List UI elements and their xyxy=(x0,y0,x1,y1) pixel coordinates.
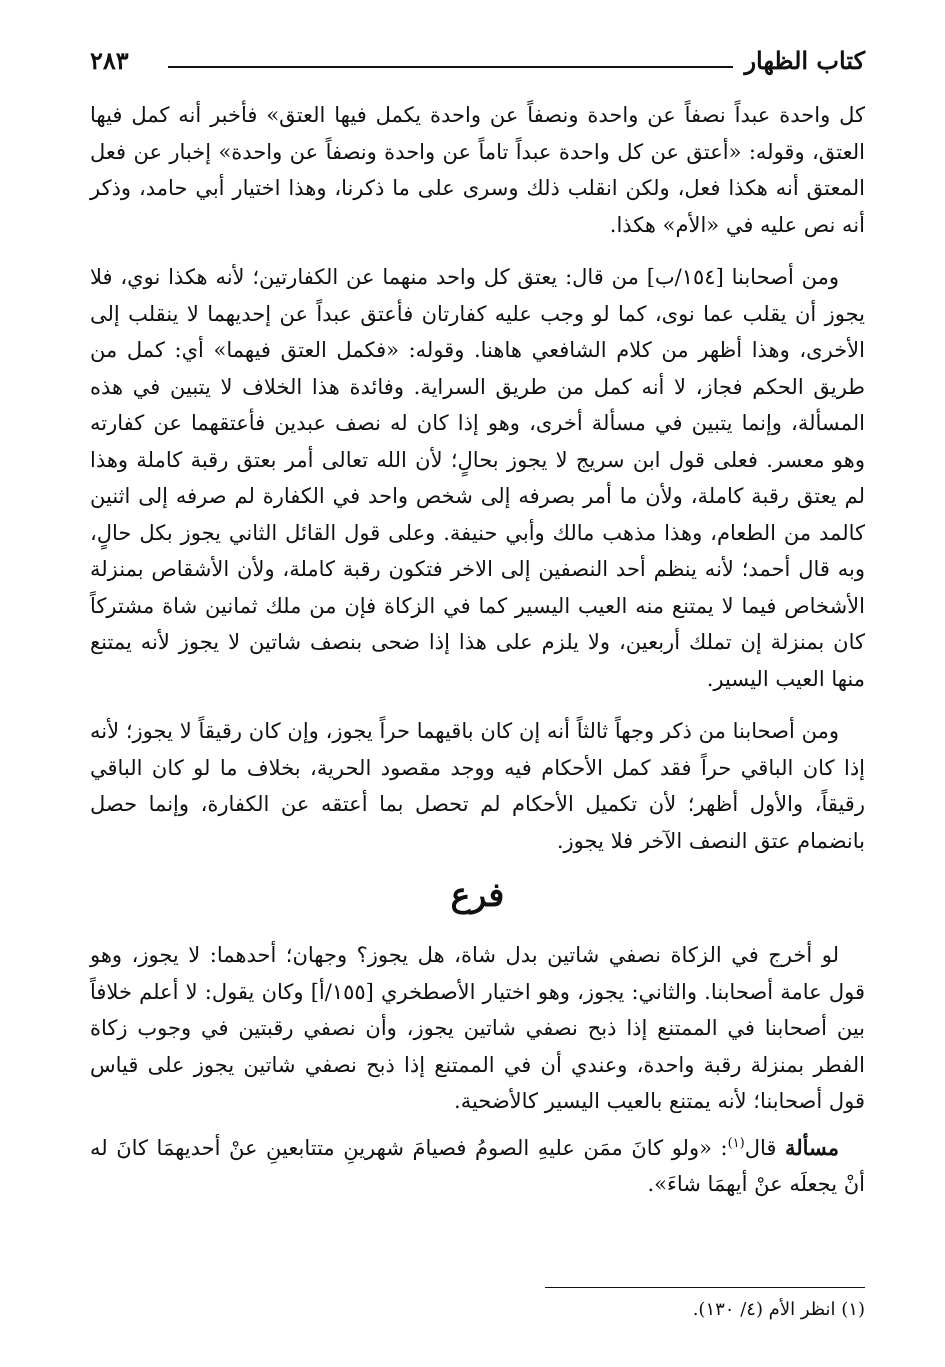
issue-said: قال xyxy=(744,1135,785,1160)
page-header xyxy=(90,40,865,80)
footnote-divider xyxy=(545,1287,865,1288)
paragraph-3: ومن أصحابنا من ذكر وجهاً ثالثاً أنه إن كان باقيهما حراً يجوز، وإن كان رقيقاً لا يجوز؛ لأنه إذا كان الباقي حراً فقد كمل الأحكام فيه ووجد مقصود الحرية، بخلاف ما لو كان الباقي رقيقاً، والأول أظهر؛ لأن تكميل الأحكام لم تحصل بما أعتقه عن الكفارة، وإنما حصل بانضمام عتق النصف الآخر فلا يجوز. xyxy=(90,719,865,853)
issue-label: مسألة xyxy=(784,1134,839,1160)
footnote-number: (١) xyxy=(841,1299,865,1320)
section-paragraph: لو أخرج في الزكاة نصفي شاتين بدل شاة، هل يجوز؟ وجهان؛ أحدهما: لا يجوز، وهو قول عامة أصحابنا. والثاني: يجوز، وهو اختيار الأصطخري [١٥٥/أ] وكان يقول: لا أعلم خلافاً بين أصحابنا في الممتنع إذا ذبح نصفي شاتين يجوز، وأن نصفي رقبتين في وجوب زكاة الفطر بمنزلة رقبة واحدة، وعندي أن في الممتنع إذا ذبح نصفي شاتين يجوز على قياس قول أصحابنا؛ لأنه يمتنع بالعيب اليسير كالأضحية. xyxy=(90,943,865,1113)
footnote xyxy=(445,1296,865,1324)
issue-paragraph xyxy=(90,1130,865,1203)
page-number: ٢٨٣ xyxy=(90,46,129,75)
footnote-reference: (١) xyxy=(727,1135,745,1151)
paragraph-1: كل واحدة عبداً نصفاً عن واحدة ونصفاً عن واحدة يكمل فيها العتق» فأخبر أنه كمل فيها العتق، وقوله: «أعتق عن كل واحدة عبداً تاماً عن واحدة ونصفاً عن واحدة» إخبار عن فعل المعتق أنه هكذا فعل، ولكن انقلب ذلك وسرى على ما ذكرنا، وهذا اختيار أبي حامد، وذكر أنه نص عليه في «الأم» هكذا. xyxy=(90,103,865,237)
section-heading: فرع xyxy=(450,875,505,914)
body-text xyxy=(90,97,865,1219)
header-rule xyxy=(168,66,733,68)
paragraph-2: ومن أصحابنا [١٥٤/ب] من قال: يعتق كل واحد منهما عن الكفارتين؛ لأنه هكذا نوي، فلا يجوز أن يقلب عما نوى، كما لو وجب عليه كفارتان فأعتق عبداً عن إحديهما لا ينقلب إلى الأخرى، وهذا أظهر من كلام الشافعي هاهنا. وقوله: «فكمل العتق فيهما» أي: كمل من طريق الحكم فجاز، لا أنه كمل من طريق السراية. وفائدة هذا الخلاف لا يتبين في هذه المسألة، وإنما يتبين في مسألة أخرى، وهو إذا كان له نصف عبدين فأعتقهما عن كفارته وهو معسر. فعلى قول ابن سريج لا يجوز بحالٍ؛ لأن الله تعالى أمر بعتق رقبة كاملة وهذا لم يعتق رقبة كاملة، ولأن ما أمر بصرفه إلى شخص واحد في الكفارة لم صرفه إلى اثنين كالمد من الطعام، وهذا مذهب مالك وأبي حنيفة. وعلى قول القائل الثاني يجوز بكل حالٍ، وبه قال أحمد؛ لأنه ينظم أحد النصفين إلى الاخر فتكون رقبة كاملة، ولأن الأشقاص بمنزلة الأشخاص فيما لا يمتنع منه العيب اليسير كما في الزكاة فإن من ملك ثمانين شاة مشتركاً كان بمنزلة إن تملك أربعين، ولا يلزم على هذا إذا ضحى بنصف شاتين لا يجوز لأنه يمتنع منها العيب اليسير. xyxy=(90,265,865,691)
issue-quote: : «ولو كانَ ممَن عليهِ الصومُ فصيامَ شهرينِ متتابعينِ عنْ أحديهمَا كانَ له أنْ يجعلَه عنْ أيهمَا شاءَ». xyxy=(90,1135,865,1196)
chapter-title: كتاب الظهار xyxy=(744,46,865,75)
footnote-text: انظر الأم (٤/ ١٣٠). xyxy=(692,1299,836,1320)
